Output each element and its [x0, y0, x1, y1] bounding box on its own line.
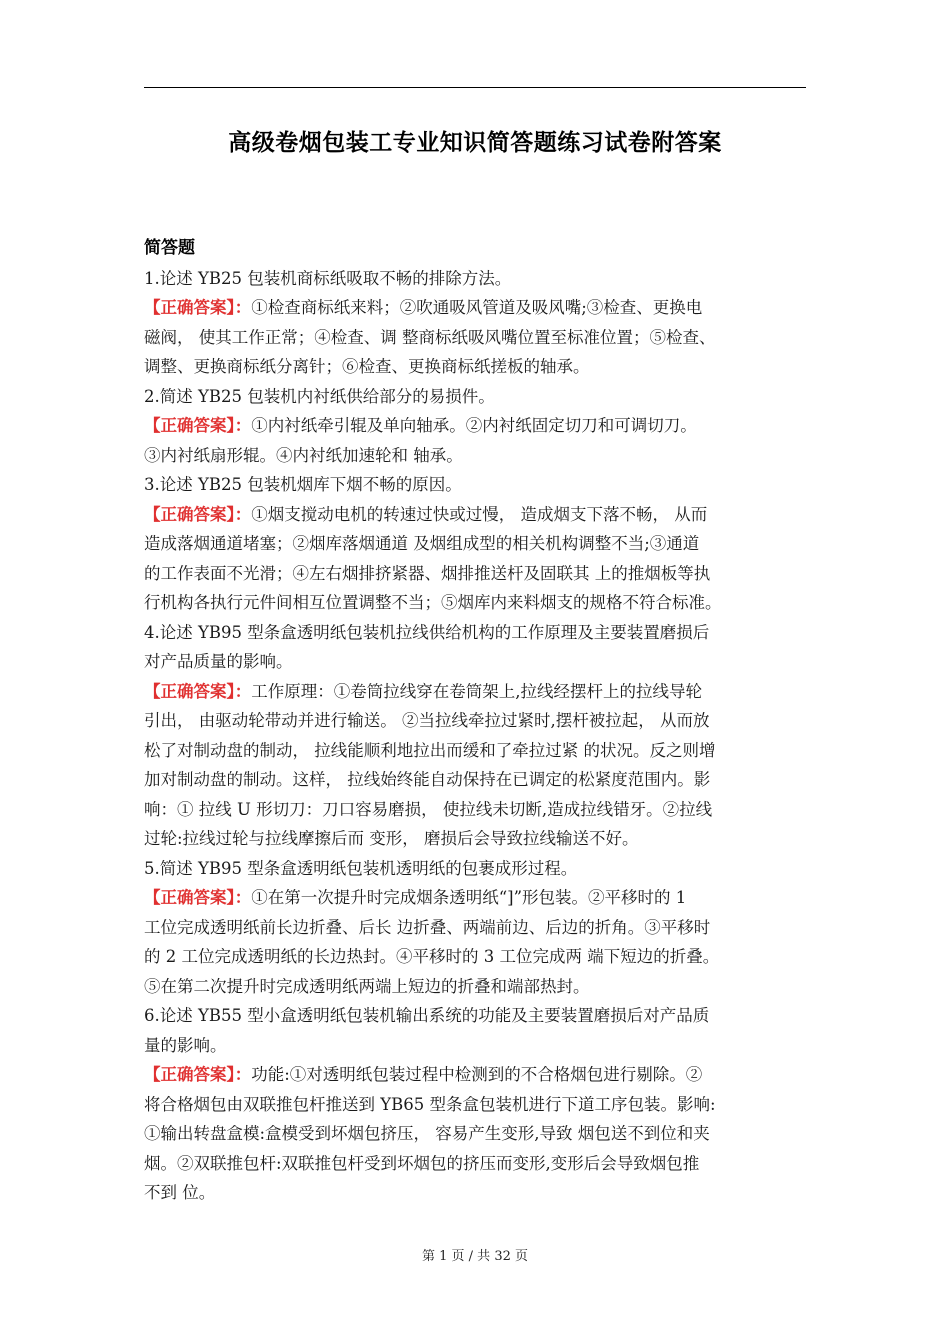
answer-line: [144, 795, 816, 825]
answer-line: [144, 1149, 816, 1179]
answer-text: 不到 位。: [144, 1183, 216, 1202]
page-number: 第 1 页 / 共 32 页: [422, 1249, 528, 1264]
answer-label: 【正确答案】：: [144, 888, 252, 907]
question-text: 1.论述 YB25 包装机商标纸吸取不畅的排除方法。: [144, 268, 512, 288]
answer-text: 的工作表面不光滑；④左右烟排挤紧器、烟排推送杆及固联其 上的推烟板等执: [144, 563, 711, 583]
answer-line: [144, 706, 816, 736]
answer-text: 功能:①对透明纸包装过程中检测到的不合格烟包进行剔除。②: [251, 1065, 703, 1084]
answer-line: [144, 1090, 816, 1120]
answer-text: 加对制动盘的制动。这样， 拉线始终能自动保持在已调定的松紧度范围内。影: [144, 770, 711, 789]
answer-text: 工位完成透明纸前长边折叠、后长 边折叠、两端前边、后边的折角。③平移时: [144, 917, 711, 937]
answer-text: 响：① 拉线 U 形切刀：刀口容易磨损， 使拉线未切断,造成拉线错牙。②拉线: [144, 799, 713, 819]
question-block: [144, 854, 816, 1002]
answer-line: [144, 972, 816, 1002]
answer-line: [144, 411, 816, 441]
answer-line: [144, 323, 816, 353]
answer-line: [144, 500, 816, 530]
answer-text: ⑤在第二次提升时完成透明纸两端上短边的折叠和端部热封。: [144, 976, 590, 996]
answer-text: ③内衬纸扇形辊。④内衬纸加速轮和 轴承。: [144, 445, 463, 465]
answer-line: [144, 736, 816, 766]
answer-text: 的 2 工位完成透明纸的长边热封。④平移时的 3 工位完成两 端下短边的折叠。: [144, 947, 720, 966]
answer-text: ①检查商标纸来料；②吹通吸风管道及吸风嘴;③检查、更换电: [251, 298, 703, 317]
question-block: [144, 382, 816, 471]
document-title: 高级卷烟包装工专业知识简答题练习试卷附答案: [228, 130, 722, 156]
document-body: [144, 234, 816, 1208]
answer-text: 行机构各执行元件间相互位置调整不当；⑤烟库内来料烟支的规格不符合标准。: [144, 593, 722, 612]
answer-line: [144, 352, 816, 382]
answer-line: [144, 765, 816, 795]
answer-label: 【正确答案】：: [144, 1065, 252, 1084]
question-text: 5.简述 YB95 型条盒透明纸包装机透明纸的包裹成形过程。: [144, 858, 578, 878]
question-block: [144, 618, 816, 854]
answer-text: ①在第一次提升时完成烟条透明纸“]”形包装。②平移时的 1: [251, 888, 687, 907]
question-block: [144, 1001, 816, 1208]
answer-text: 将合格烟包由双联推包杆推送到 YB65 型条盒包装机进行下道工序包装。影响:: [144, 1094, 716, 1114]
answer-text: 磁阀， 使其工作正常；④检查、调 整商标纸吸风嘴位置至标准位置；⑤检查、: [144, 327, 716, 347]
question-text: 2.简述 YB25 包装机内衬纸供给部分的易损件。: [144, 386, 495, 406]
answer-text: 引出， 由驱动轮带动并进行输送。 ②当拉线牵拉过紧时,摆杆被拉起， 从而放: [144, 711, 710, 730]
question-block: [144, 470, 816, 618]
question-block: [144, 264, 816, 382]
question-list: [144, 264, 816, 1208]
answer-line: [144, 1178, 816, 1208]
question-text: 量的影响。: [144, 1035, 227, 1055]
question-text: 对产品质量的影响。: [144, 652, 293, 671]
answer-line: [144, 588, 816, 618]
answer-text: 工作原理：①卷筒拉线穿在卷筒架上,拉线经摆杆上的拉线导轮: [251, 681, 702, 701]
answer-line: [144, 293, 816, 323]
answer-text: 造成落烟通道堵塞；②烟库落烟通道 及烟组成型的相关机构调整不当;③通道: [144, 534, 700, 553]
answer-line: [144, 913, 816, 943]
question-text: 4.论述 YB95 型条盒透明纸包装机拉线供给机构的工作原理及主要装置磨损后: [144, 622, 710, 642]
answer-line: [144, 883, 816, 913]
question-text: 6.论述 YB55 型小盒透明纸包装机输出系统的功能及主要装置磨损后对产品质: [144, 1006, 710, 1025]
answer-text: ①输出转盘盒模:盒模受到坏烟包挤压， 容易产生变形,导致 烟包送不到位和夹: [144, 1124, 710, 1143]
section-heading: 简答题: [144, 238, 195, 258]
answer-line: [144, 1060, 816, 1090]
answer-text: 烟。②双联推包杆:双联推包杆受到坏烟包的挤压而变形,变形后会导致烟包推: [144, 1153, 700, 1173]
answer-line: [144, 677, 816, 707]
header-rule: [144, 87, 806, 88]
answer-label: 【正确答案】：: [144, 504, 252, 524]
question-text: 3.论述 YB25 包装机烟库下烟不畅的原因。: [144, 475, 462, 494]
answer-label: 【正确答案】：: [144, 681, 252, 701]
answer-text: 过轮:拉线过轮与拉线摩擦后而 变形， 磨损后会导致拉线输送不好。: [144, 829, 639, 848]
answer-line: [144, 824, 816, 854]
answer-line: [144, 529, 816, 559]
answer-text: ①内衬纸牵引辊及单向轴承。②内衬纸固定切刀和可调切刀。: [251, 416, 697, 435]
answer-text: 调整、更换商标纸分离针；⑥检查、更换商标纸搓板的轴承。: [144, 357, 590, 376]
answer-label: 【正确答案】：: [144, 416, 252, 435]
answer-text: 松了对制动盘的制动， 拉线能顺利地拉出而缓和了牵拉过紧 的状况。反之则增: [144, 740, 716, 760]
answer-line: [144, 942, 816, 972]
answer-line: [144, 559, 816, 589]
answer-label: 【正确答案】：: [144, 298, 252, 317]
answer-line: [144, 1119, 816, 1149]
answer-line: [144, 441, 816, 471]
answer-text: ①烟支搅动电机的转速过快或过慢， 造成烟支下落不畅， 从而: [251, 504, 708, 524]
